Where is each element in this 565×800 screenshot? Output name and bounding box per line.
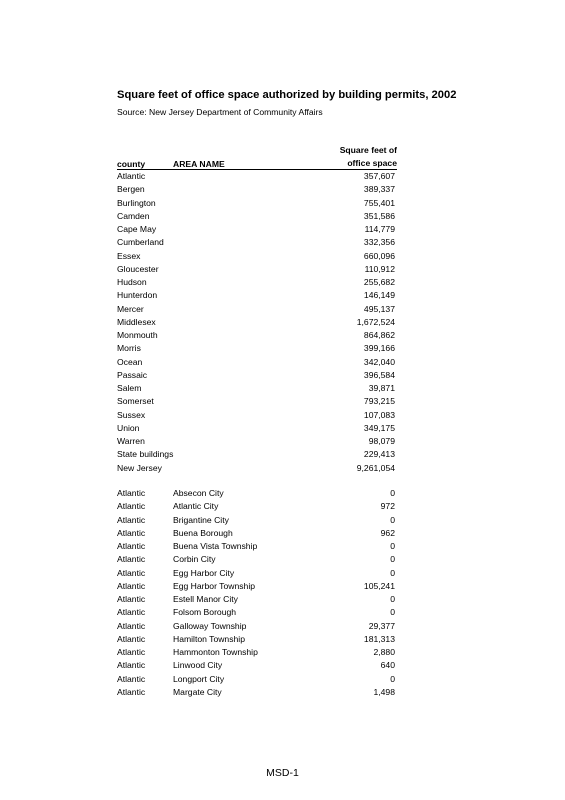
- table-row: [117, 620, 397, 633]
- table-row: [117, 329, 397, 342]
- county-column-header: county: [117, 159, 146, 169]
- square-feet-cell: 864,862: [363, 330, 395, 340]
- area-name-cell: Galloway Township: [173, 620, 247, 631]
- page-title: Square feet of office space authorized by building permits, 2002: [117, 89, 457, 101]
- square-feet-cell: 793,215: [363, 396, 395, 407]
- table-row: [117, 646, 397, 659]
- table-row: [117, 289, 397, 302]
- table-row: [117, 236, 397, 249]
- area-name-cell: Margate City: [173, 686, 222, 697]
- square-feet-cell: 0: [390, 607, 395, 618]
- square-feet-cell: 640: [380, 660, 395, 671]
- square-feet-cell: 107,083: [363, 409, 395, 420]
- county-cell: Atlantic: [117, 488, 146, 498]
- table-row: [117, 303, 397, 316]
- area-name-cell: Folsom Borough: [173, 607, 237, 618]
- square-feet-cell: 0: [390, 567, 395, 578]
- county-cell: Atlantic: [117, 607, 146, 618]
- county-totals-table: [117, 170, 397, 475]
- square-feet-column-header: Square feet of office space: [339, 145, 397, 169]
- county-cell: Ocean: [117, 356, 143, 367]
- table-row: [117, 606, 397, 619]
- square-feet-cell: 1,498: [373, 686, 395, 697]
- table-row: [117, 487, 397, 500]
- area-name-cell: Hamilton Township: [173, 633, 245, 644]
- area-name-cell: Brigantine City: [173, 514, 229, 525]
- table-row: [117, 448, 397, 461]
- county-cell: State buildings: [117, 449, 174, 460]
- county-cell: Camden: [117, 210, 150, 221]
- square-feet-cell: 972: [380, 501, 395, 512]
- table-row: [117, 250, 397, 263]
- square-feet-cell: 342,040: [363, 356, 395, 367]
- area-name-cell: Atlantic City: [173, 501, 219, 512]
- table-row: [117, 580, 397, 593]
- area-name-cell: Absecon City: [173, 488, 224, 498]
- square-feet-cell: 349,175: [363, 422, 395, 433]
- table-row: [117, 673, 397, 686]
- square-feet-cell: 9,261,054: [356, 462, 395, 473]
- square-feet-cell: 39,871: [368, 383, 395, 393]
- square-feet-cell: 0: [390, 514, 395, 525]
- table-header: [117, 144, 397, 172]
- table-row: [117, 540, 397, 553]
- square-feet-cell: 0: [390, 673, 395, 684]
- area-name-cell: Estell Manor City: [173, 594, 238, 604]
- page-footer: MSD-1: [266, 767, 299, 779]
- square-feet-cell: 114,779: [364, 224, 395, 234]
- square-feet-cell: 389,337: [363, 184, 395, 195]
- square-feet-cell: 2,880: [373, 647, 395, 657]
- table-row: [117, 197, 397, 210]
- square-feet-cell: 0: [390, 594, 395, 604]
- county-cell: Morris: [117, 343, 141, 354]
- county-cell: Union: [117, 422, 140, 433]
- table-row: [117, 593, 397, 606]
- table-row: [117, 170, 397, 183]
- square-feet-cell: 755,401: [363, 197, 395, 208]
- square-feet-cell: 351,586: [363, 210, 395, 221]
- table-row: [117, 422, 397, 435]
- square-feet-cell: 399,166: [363, 343, 395, 354]
- county-cell: Atlantic: [117, 567, 146, 578]
- table-row: [117, 462, 397, 475]
- county-cell: Atlantic: [117, 660, 146, 671]
- area-name-cell: Longport City: [173, 673, 225, 684]
- county-cell: Atlantic: [117, 171, 146, 181]
- table-row: [117, 342, 397, 355]
- table-row: [117, 435, 397, 448]
- area-name-cell: Buena Borough: [173, 527, 233, 538]
- square-feet-cell: 962: [380, 527, 395, 538]
- county-cell: Atlantic: [117, 647, 146, 657]
- county-cell: Cumberland: [117, 237, 164, 248]
- county-cell: Atlantic: [117, 633, 146, 644]
- square-feet-cell: 0: [390, 488, 395, 498]
- county-cell: Atlantic: [117, 554, 146, 565]
- source-note: Source: New Jersey Department of Community Affairs: [117, 107, 323, 117]
- table-row: [117, 686, 397, 699]
- county-cell: Hudson: [117, 277, 147, 287]
- square-feet-cell: 255,682: [363, 277, 395, 287]
- county-cell: Essex: [117, 250, 141, 261]
- table-row: [117, 409, 397, 422]
- table-row: [117, 633, 397, 646]
- county-cell: Passaic: [117, 369, 148, 380]
- county-cell: Atlantic: [117, 620, 146, 631]
- county-cell: Atlantic: [117, 527, 146, 538]
- county-cell: Salem: [117, 383, 142, 393]
- county-cell: Atlantic: [117, 594, 146, 604]
- county-cell: Atlantic: [117, 580, 146, 591]
- square-feet-cell: 660,096: [363, 250, 395, 261]
- county-cell: Atlantic: [117, 501, 146, 512]
- county-cell: Mercer: [117, 303, 144, 314]
- county-cell: New Jersey: [117, 462, 162, 473]
- table-row: [117, 659, 397, 672]
- table-row: [117, 356, 397, 369]
- table-row: [117, 223, 397, 236]
- square-feet-cell: 181,313: [363, 633, 395, 644]
- county-cell: Warren: [117, 436, 145, 446]
- area-name-cell: Hammonton Township: [173, 647, 258, 657]
- area-name-column-header: AREA NAME: [173, 159, 225, 169]
- square-feet-cell: 29,377: [368, 620, 395, 631]
- county-cell: Burlington: [117, 197, 156, 208]
- area-name-cell: Linwood City: [173, 660, 223, 671]
- square-feet-cell: 110,912: [364, 263, 395, 274]
- county-cell: Middlesex: [117, 316, 156, 327]
- table-row: [117, 369, 397, 382]
- county-cell: Atlantic: [117, 541, 146, 551]
- square-feet-cell: 495,137: [363, 303, 395, 314]
- table-row: [117, 395, 397, 408]
- county-cell: Sussex: [117, 409, 146, 420]
- table-row: [117, 276, 397, 289]
- square-feet-cell: 229,413: [363, 449, 395, 460]
- table-row: [117, 567, 397, 580]
- square-feet-cell: 0: [390, 541, 395, 551]
- table-row: [117, 514, 397, 527]
- square-feet-cell: 396,584: [363, 369, 395, 380]
- square-feet-cell: 357,607: [363, 171, 395, 181]
- area-name-cell: Egg Harbor City: [173, 567, 235, 578]
- county-cell: Somerset: [117, 396, 154, 407]
- area-name-cell: Egg Harbor Township: [173, 580, 256, 591]
- area-name-cell: Buena Vista Township: [173, 541, 258, 551]
- table-row: [117, 382, 397, 395]
- square-feet-cell: 146,149: [363, 290, 395, 301]
- county-cell: Bergen: [117, 184, 145, 195]
- square-feet-cell: 0: [390, 554, 395, 565]
- table-row: [117, 210, 397, 223]
- table-row: [117, 183, 397, 196]
- county-cell: Cape May: [117, 224, 157, 234]
- county-cell: Atlantic: [117, 673, 146, 684]
- table-row: [117, 500, 397, 513]
- table-row: [117, 263, 397, 276]
- table-row: [117, 316, 397, 329]
- table-row: [117, 553, 397, 566]
- county-cell: Atlantic: [117, 686, 146, 697]
- municipal-table: [117, 487, 397, 699]
- county-cell: Gloucester: [117, 263, 159, 274]
- county-cell: Hunterdon: [117, 290, 158, 301]
- area-name-cell: Corbin City: [173, 554, 216, 565]
- square-feet-cell: 105,241: [363, 580, 395, 591]
- county-cell: Monmouth: [117, 330, 158, 340]
- square-feet-cell: 332,356: [363, 237, 395, 248]
- square-feet-cell: 1,672,524: [356, 316, 395, 327]
- square-feet-cell: 98,079: [368, 436, 395, 446]
- county-cell: Atlantic: [117, 514, 146, 525]
- table-row: [117, 527, 397, 540]
